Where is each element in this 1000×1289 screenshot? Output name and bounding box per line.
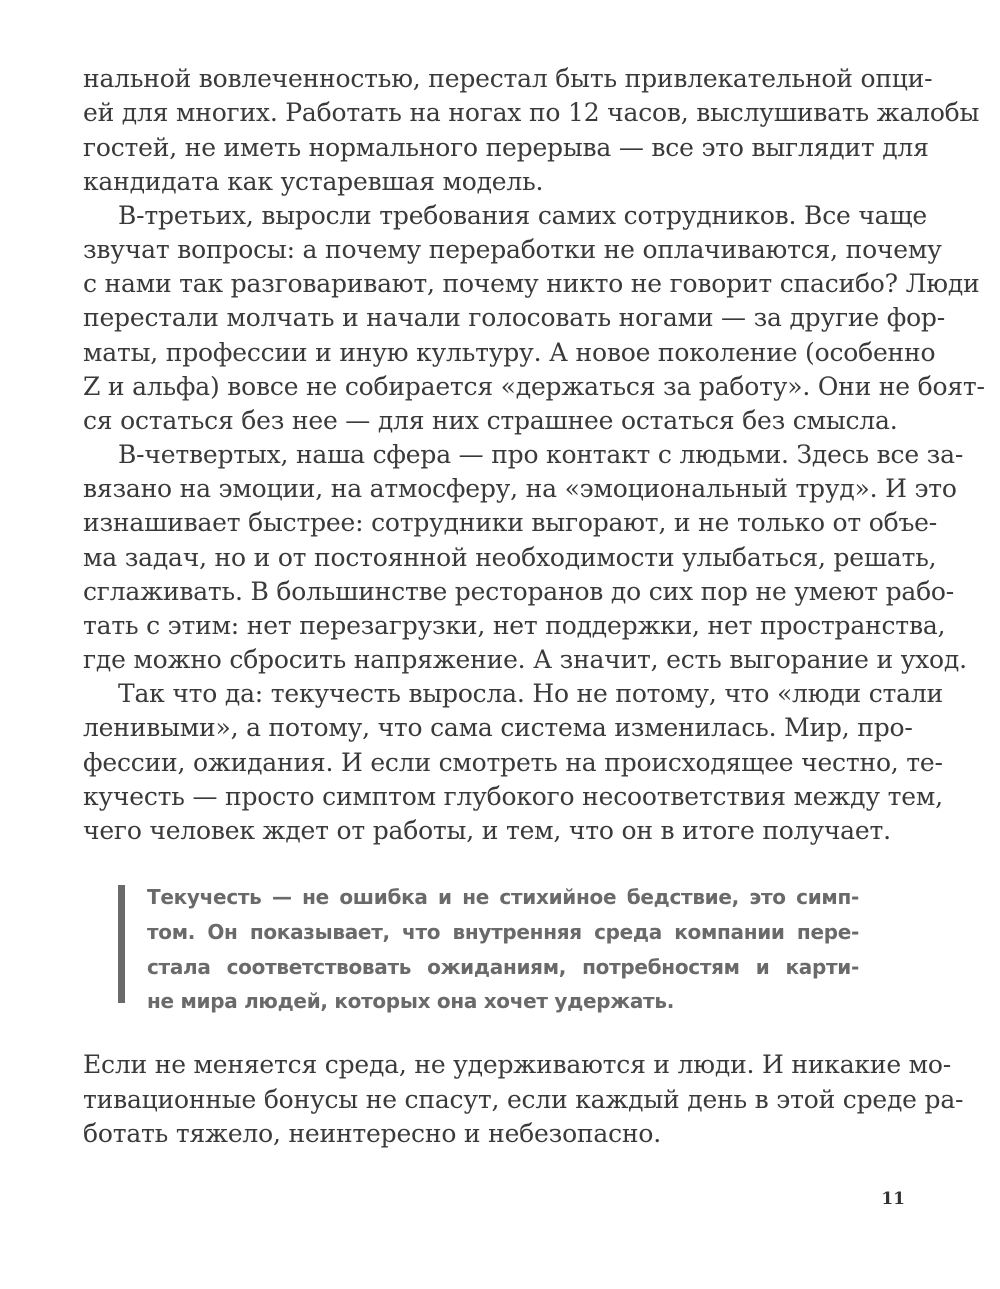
text-line: фессии, ожидания. И если смотреть на происходящее честно, те- [83,748,943,777]
text-line: вязано на эмоции, на атмосферу, на «эмоциональный труд». И это [83,474,957,503]
text-line: где можно сбросить напряжение. А значит, есть выгорание и уход. [83,645,967,674]
text-line: с нами так разговаривают, почему никто не говорит спасибо? Люди [83,269,980,298]
text-line: В-третьих, выросли требования самих сотрудников. Все чаще [118,201,928,230]
text-line: гостей, не иметь нормального перерыва — все это выглядит для [83,133,929,162]
text-line: сглаживать. В большинстве ресторанов до сих пор не умеют рабо- [83,577,955,606]
text-line: перестали молчать и начали голосовать ногами — за другие фор- [83,303,945,332]
text-line: чего человек ждет от работы, и тем, что он в итоге получает. [83,816,891,845]
quote-line: стала соответствовать ожиданиям, потребностям и карти- [147,955,859,979]
text-line: маты, профессии и иную культуру. А новое поколение (особенно [83,338,936,367]
text-line: ей для многих. Работать на ногах по 12 часов, выслушивать жалобы [83,98,980,127]
text-line: Так что да: текучесть выросла. Но не потому, что «люди стали [118,679,943,708]
quote-line: Текучесть — не ошибка и не стихийное бедствие, это симп- [147,885,859,909]
text-line: Если не меняется среда, не удерживаются и люди. И никакие мо- [83,1050,952,1079]
text-line: ленивыми», а потому, что сама система изменилась. Мир, про- [83,713,913,742]
text-line: кучесть — просто симптом глубокого несоответствия между тем, [83,782,943,811]
text-line: тать с этим: нет перезагрузки, нет поддержки, нет пространства, [83,611,946,640]
text-line: изнашивает быстрее: сотрудники выгорают, и не только от объе- [83,508,938,537]
page-number: 11 [881,1189,905,1209]
text-line: нальной вовлеченностью, перестал быть привлекательной опци- [83,64,933,93]
text-line: В-четвертых, наша сфера — про контакт с людьми. Здесь все за- [118,440,964,469]
text-line: ботать тяжело, неинтересно и небезопасно. [83,1119,661,1148]
text-line: ся остаться без нее — для них страшнее остаться без смысла. [83,406,898,435]
text-line: Z и альфа) вовсе не собирается «держаться за работу». Они не боят- [83,372,985,401]
text-line: кандидата как устаревшая модель. [83,167,544,196]
quote-line: том. Он показывает, что внутренняя среда компании пере- [147,920,859,944]
text-line: тивационные бонусы не спасут, если каждый день в этой среде ра- [83,1085,964,1114]
quote-bar [118,885,125,1003]
text-line: ма задач, но и от постоянной необходимости улыбаться, решать, [83,543,937,572]
quote-line: не мира людей, которых она хочет удержать. [147,989,674,1013]
text-line: звучат вопросы: а почему переработки не оплачиваются, почему [83,235,942,264]
